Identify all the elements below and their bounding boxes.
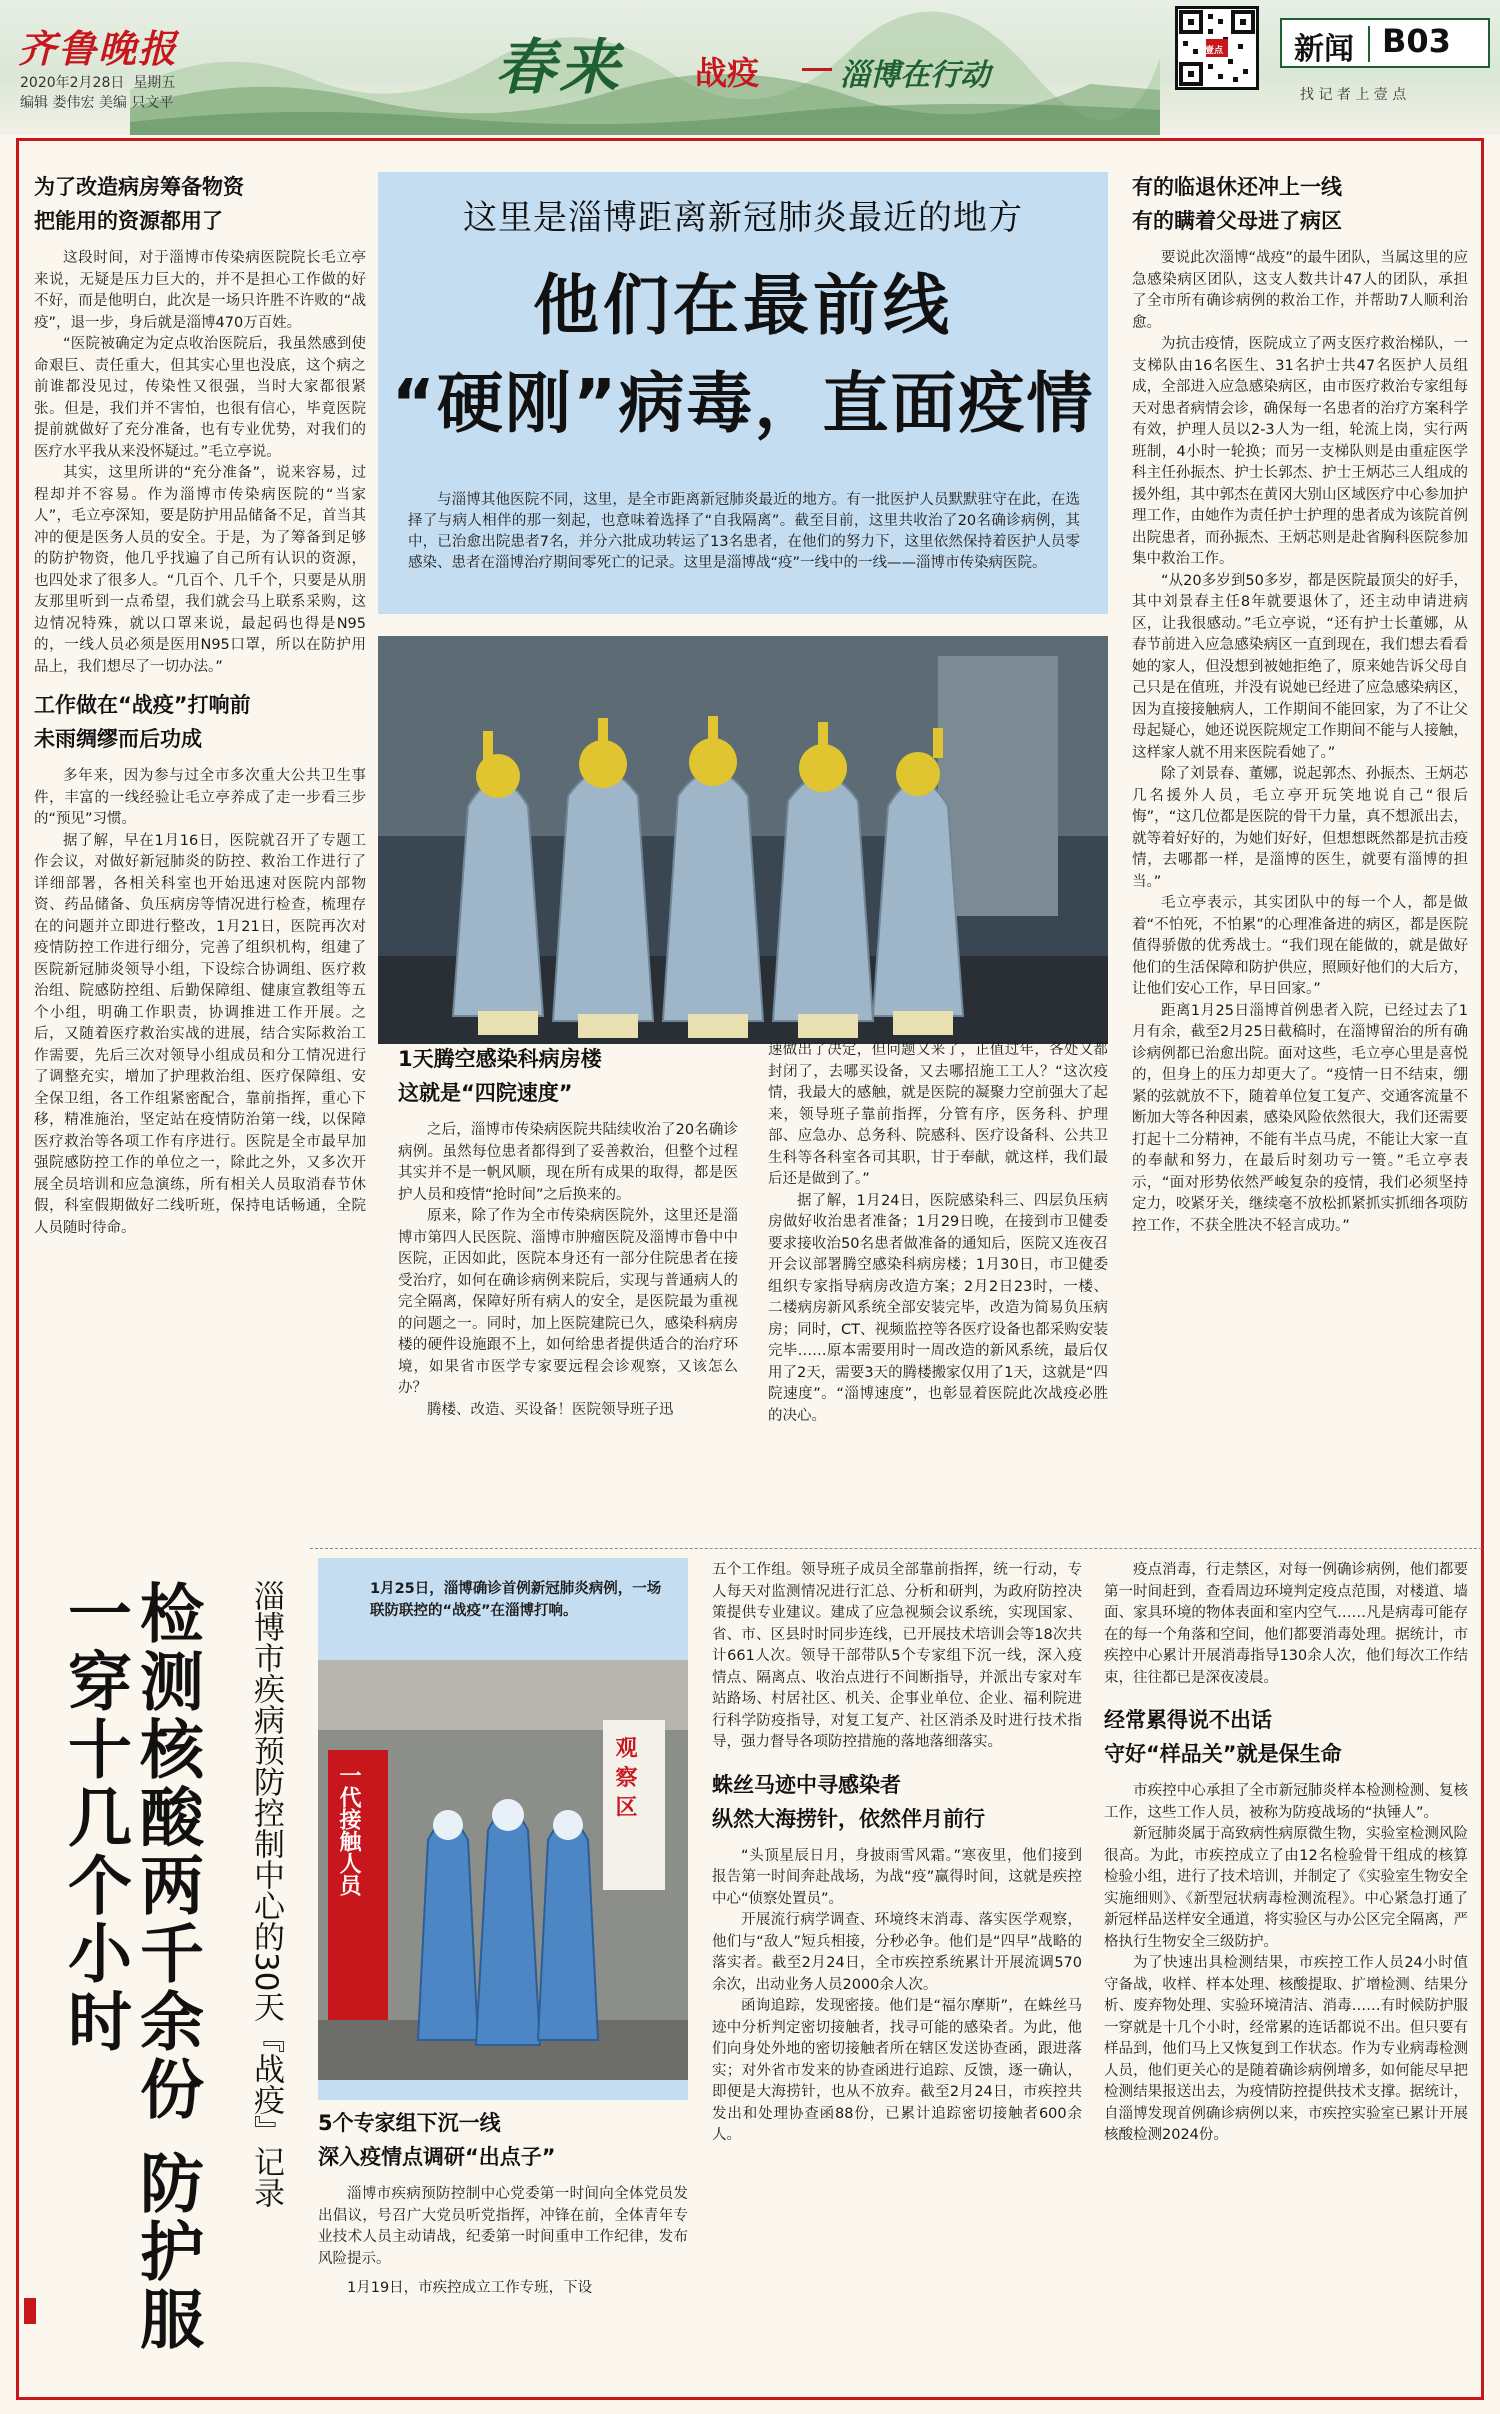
col4-p2: 为抗击疫情，医院成立了两支医疗救治梯队，一支梯队由16名医生、31名护士共47名医护人员组成，全部进入应急感染病区，由市医疗救治专家组每天对患者病情会诊，确保每一名患者的治疗方案科学有效，护理人员以2-3人为一组，轮流上岗，实行两班制，4小时一轮换；而另一支梯队则是由重症医学科主任孙振杰、护士长郭杰、护士王炳芯三人组成的援外组，其中郭杰在黄冈大别山区域医疗中心参加护理工作，由她作为责任护士护理的患者成为该院首例出院患者，而孙振杰、王炳芯则是赴省胸科医院参加集中救治工作。 bbox=[1132, 336, 1468, 567]
col1-p2: “医院被确定为定点收治医院后，我虽然感到使命艰巨、责任重大，但其实心里也没底，这个病之前谁都没见过，传染性又很强，当时大家都很紧张。但是，我们并不害怕，也很有信心，毕竟医院提前就做好了充分准备，也有专业优势，对我们的医疗水平我从来没怀疑过。”毛立亭说。 bbox=[34, 336, 366, 460]
issue-date: 2020年2月28日 bbox=[20, 75, 125, 91]
col4 bbox=[1132, 170, 1468, 1534]
qr-logo-label: 壹点 bbox=[1205, 46, 1224, 56]
art2-heading-3a: 经常累得说不出话 bbox=[1104, 1708, 1272, 1732]
editors-line: 编辑 娄伟宏 美编 只文平 bbox=[20, 95, 174, 111]
col1-heading-2: 把能用的资源都用了 bbox=[34, 209, 223, 233]
art2-col2 bbox=[318, 2106, 688, 2392]
col3-p2: 据了解，1月24日，医院感染科三、四层负压病房做好收治患者准备；1月29日晚，在接到市卫健委要求接收治50名患者做准备的通知后，医院又连夜召开会议部署腾空感染科病房楼；1月30日，市卫健委组织专家指导病房改造方案；2月2日23时，一楼、二楼病房新风系统全部安装完毕，改造为简易负压病房；同时，CT、视频监控等各医疗设备也都采购安装完毕……原本需要用时一周改造的新风系统，最后仅用了2天，需要3天的腾楼搬家仅用了1天，这就是“四院速度”。“淄博速度”，也彰显着医院此次战疫必胜的决心。 bbox=[768, 1192, 1108, 1424]
art2-heading-2b: 纵然大海捞针，依然伴月前行 bbox=[712, 1806, 985, 1831]
art2-p3: 五个工作组。领导班子成员全部靠前指挥，统一行动，专人每天对监测情况进行汇总、分析和研判，为政府防控决策提供专业建议。建成了应急视频会议系统，实现国家、省、市、区县时时同步连线，已开展技术培训会等18次共计661人次。领导干部带队5个专家组下沉一线，深入疫情点、隔离点、收治点进行不间断指导，并派出专家对车站路场、村居社区、机关、企事业单位、企业、福利院进行科学防疫指导，对复工复产、社区消杀及时进行技术指导，强力督导各项防控措施的落地落细落实。 bbox=[712, 1562, 1082, 1750]
page-number: B03 bbox=[1382, 22, 1451, 60]
art2-p10: 为了快速出具检测结果，市疾控工作人员24小时值守备战，收样、样本处理、核酸提取、扩增检测、结果分析、废弃物处理、实验环境清洁、消毒……有时候防护服一穿就是十几个小时，经常累的连话都说不出。但只要有样品到，他们马上又恢复到工作状态。作为专业病毒检测人员，他们更关心的是随着确诊病例增多，如何能尽早把检测结果报送出去，为疫情防控提供技术支撑。据统计，自淄博发现首例确诊病例以来，市疾控实验室已累计开展核酸检测2024份。 bbox=[1104, 1955, 1468, 2143]
art2-p1: 淄博市疾病预防控制中心党委第一时间向全体党员发出倡议，号召广大党员听党指挥，冲锋在前，全体青年专业技术人员主动请战，纪委第一时间重申工作纪律，发布风险提示。 bbox=[318, 2186, 688, 2267]
headline-2: “硬刚”病毒，直面疫情 bbox=[391, 365, 1095, 442]
col1-p3: 其实，这里所讲的“充分准备”，说来容易，过程却并不容易。作为淄博市传染病医院的“当家人”，毛立亭深知，要是防护用品储备不足，首当其冲的便是医务人员的安全。于是，为了筹备到足够的防护物资，他几乎找遍了自己所有认识的资源，也四处求了很多人。“几百个、几千个，只要是从朋友那里听到一点希望，我们就会马上联系采购，这边情况特殊，就以口罩来说，最起码也得是N95的，一线人员必须是医用N95口罩，所以在防护用品上，我们想尽了一切办法。” bbox=[34, 465, 366, 675]
col4-p6: 距离1月25日淄博首例患者入院，已经过去了1月有余，截至2月25日截稿时，在淄博留治的所有确诊病例都已治愈出院。面对这些，毛立亭心里是喜悦的，但身上的压力却更大了。“疫情一日不结束，绷紧的弦就放不下，随着单位复工复产、交通客流量不断加大等各种因素，感染风险依然很大，我们还需要打起十二分精神，不能有半点马虎，不能让大家一直的奉献和努力，在最后时刻功亏一篑。”毛立亭表示，“面对形势依然严峻复杂的疫情，我们必须坚持定力，咬紧牙关，继续毫不放松抓紧抓实抓细各项防控工作，不获全胜决不轻言成功。” bbox=[1132, 1002, 1468, 1234]
col3 bbox=[768, 1040, 1108, 1534]
art2-col4 bbox=[1104, 1560, 1468, 2392]
col1-p4: 多年来，因为参与过全市多次重大公共卫生事件，丰富的一线经验让毛立亭养成了走一步看三步的“预见”习惯。 bbox=[34, 768, 366, 827]
col2-p2: 原来，除了作为全市传染病医院外，这里还是淄博市第四人民医院、淄博市肿瘤医院及淄博市鲁中中医院，正因如此，医院本身还有一部分住院患者在接受治疗，如何在确诊病例来院后，实现与普通病人的完全隔离，保障好所有病人的安全，是医院最为重视的问题之一。同时，加上医院建院已久，感染科病房楼的硬件设施跟不上，如何给患者提供适合的治疗环境，如果省市医学专家要远程会诊观察，又该怎么办？ bbox=[398, 1208, 738, 1396]
col1-p1: 这段时间，对于淄博市传染病医院院长毛立亭来说，无疑是压力巨大的，并不是担心工作做的好不好，而是他明白，此次是一场只许胜不许败的“战疫”，退一步，身后就是淄博470万百姓。 bbox=[34, 250, 366, 331]
lead-paragraph: 与淄博其他医院不同，这里，是全市距离新冠肺炎最近的地方。有一批医护人员默默驻守在此，在选择了与病人相伴的那一刻起，也意味着选择了“自我隔离”。截至目前，这里共收治了20名确诊病例，其中，已治愈出院患者7名，并分六批成功转运了13名患者，在他们的努力下，这里依然保持着医护人员零感染、患者在淄博治疗期间零死亡的记录。这里是淄博战“疫”一线中的一线——淄博市传染病医院。 bbox=[408, 492, 1080, 571]
masthead bbox=[0, 0, 1500, 135]
art2-p2: 1月19日，市疾控成立工作专班，下设 bbox=[347, 2280, 593, 2296]
col1 bbox=[34, 170, 366, 1534]
col4-p3: “从20多岁到50多岁，都是医院最顶尖的好手，其中刘景春主任8年就要退休了，还主动申请进病区，让我很感动。”毛立亭说，“还有护士长董娜，从春节前进入应急感染病区一直到现在，我们想去看看她的家人，但没想到被她拒绝了，原来她告诉父母自己只是在值班，并没有说她已经进了应急感染病区，因为直接接触病人，工作期间不能回家，为了不让父母起疑心，她还说医院规定工作期间不能与人接触，这样家人就不用来医院看她了。” bbox=[1132, 572, 1468, 761]
section-name: 新闻 bbox=[1294, 32, 1354, 67]
art2-vertical-headline: 检测核酸两千余份 防护服一穿十几个小时 bbox=[57, 1580, 203, 2355]
col1-heading-1: 为了改造病房筹备物资 bbox=[34, 175, 244, 199]
art2-col3 bbox=[712, 1560, 1082, 2392]
photo2-sign-1: 观 察 区 bbox=[612, 1736, 637, 1818]
art2-p7: 疫点消毒，行走禁区，对每一例确诊病例，他们都要第一时间赶到，查看周边环境判定疫点范围，对楼道、墙面、家具环境的物体表面和室内空气……凡是病毒可能存在的每一个角落和空间，他们都要消毒处理。据统计，市疾控中心累计开展消毒指导130余人次，他们每次工作结束，往往都已是深夜凌晨。 bbox=[1104, 1562, 1468, 1686]
col4-heading-1: 有的临退休还冲上一线 bbox=[1132, 175, 1342, 199]
col2-p3: 腾楼、改造、买设备！医院领导班子迅 bbox=[427, 1401, 674, 1418]
col2 bbox=[398, 1040, 738, 1534]
photo2-sign-2: 一代接触人员 bbox=[336, 1764, 361, 1896]
photo2-caption: 1月25日，淄博确诊首例新冠肺炎病例，一场联防联控的“战疫”在淄博打响。 bbox=[370, 1581, 662, 1619]
issue-weekday: 星期五 bbox=[133, 75, 176, 91]
reporter-line: 找 记 者 上 壹 点 bbox=[1300, 87, 1407, 103]
medical-staff-photo bbox=[378, 636, 1108, 1044]
col1-p5: 据了解，早在1月16日，医院就召开了专题工作会议，对做好新冠肺炎的防控、救治工作进行了详细部署，各相关科室也开始迅速对医院内部物资、药品储备、负压病房等情况进行检查，梳理存在的问题并立即进行整改，1月21日，医院再次对疫情防控工作进行细分，完善了组织机构，组建了医院新冠肺炎领导小组，下设综合协调组、医疗救治组、院感防控组、后勤保障组、健康宣教组等五个小组，明确工作职责，协调推进工作开展。之后，又随着医疗救治实战的进展，结合实际救治工作需要，先后三次对领导小组成员和分工情况进行了调整充实，增加了护理救治组、医疗保障组、安全保卫组，各工作组紧密配合，靠前指挥，重心下移，精准施治，坚定站在疫情防治第一线，以保障医疗救治等各项工作有序进行。医院是全市最早加强院感防控工作的单位之一，除此之外，又多次开展全员培训和应急演练，所有相关人员取消春节休假，科室假期做好二线听班，保持电话畅通，全院人员随时待命。 bbox=[34, 832, 366, 1236]
art2-p8: 市疾控中心承担了全市新冠肺炎样本检测检测、复核工作，这些工作人员，被称为防疫战场的“执锤人”。 bbox=[1104, 1783, 1468, 1821]
art2-p4: “头顶星辰日月，身披雨雪风霜。”寒夜里，他们接到报告第一时间奔赴战场，为战“疫”赢得时间，这就是疾控中心“侦察处置员”。 bbox=[712, 1847, 1082, 1907]
art2-p5: 开展流行病学调查、环境终末消毒、落实医学观察，他们与“敌人”短兵相接，分秒必争。他们是“四早”战略的落实者。截至2月24日，全市疾控系统累计开展流调570余次，出动业务人员2000余人次。 bbox=[712, 1912, 1082, 1993]
paper-name: 齐鲁晚报 bbox=[18, 26, 179, 71]
observation-area-photo bbox=[318, 1660, 688, 2080]
section-divider bbox=[1368, 26, 1370, 62]
col4-p5: 毛立亭表示，其实团队中的每一个人，都是做着“不怕死，不怕累”的心理准备进的病区，都是医院值得骄傲的优秀战士。“我们现在能做的，就是做好他们的生活保障和防护供应，照顾好他们的大后方，让他们安心工作，早日回家。” bbox=[1132, 895, 1468, 997]
art2-vertical-subtitle: 淄博市疾病预防控制中心的30天『战疫』记录 bbox=[248, 1580, 284, 2209]
article-divider bbox=[310, 1548, 1482, 1549]
art2-heading-1a: 5个专家组下沉一线 bbox=[318, 2111, 501, 2135]
col4-heading-2: 有的瞒着父母进了病区 bbox=[1132, 209, 1342, 233]
art2-heading-3b: 守好“样品关”就是保生命 bbox=[1104, 1742, 1342, 1766]
banner-sub-2: 淄博在行动 bbox=[840, 58, 990, 93]
art2-p6: 函询追踪，发现密接。他们是“福尔摩斯”，在蛛丝马迹中分析判定密切接触者，找寻可能的感染者。为此，他们向身处外地的密切接触者所在辖区发送协查函，跟进落实；对外省市发来的协查函进行追踪、反馈，逐一确认，即便是大海捞针，也从不放弃。截至2月24日，市疾控共发出和处理协查函88份，已累计追踪密切接触者600余人。 bbox=[712, 1998, 1082, 2143]
col2-p1: 之后，淄博市传染病医院共陆续收治了20名确诊病例。虽然每位患者都得到了妥善救治，但整个过程其实并不是一帆风顺，现在所有成果的取得，都是医护人员和疫情“抢时间”之后换来的。 bbox=[398, 1122, 738, 1203]
kicker: 这里是淄博距离新冠肺炎最近的地方 bbox=[463, 198, 1023, 238]
col1-heading-4: 未雨绸缪而后功成 bbox=[34, 727, 202, 751]
art2-heading-2a: 蛛丝马迹中寻感染者 bbox=[712, 1772, 901, 1797]
red-marker bbox=[24, 2298, 36, 2324]
col4-p1: 要说此次淄博“战疫”的最牛团队，当属这里的应急感染病区团队，这支人数共计47人的团队，承担了全市所有确诊病例的救治工作，并帮助7人顺利治愈。 bbox=[1132, 250, 1468, 331]
headline-1: 他们在最前线 bbox=[533, 267, 953, 344]
col2-heading-2: 这就是“四院速度” bbox=[398, 1081, 573, 1105]
banner-main: 春来 bbox=[495, 33, 623, 103]
banner-sub-1: 战疫 bbox=[695, 54, 760, 92]
col4-p4: 除了刘景春、董娜，说起郭杰、孙振杰、王炳芯几名援外人员，毛立亭开玩笑地说自己“很后悔”，“这几位都是医院的骨干力量，真不想派出去，就等着好好的，为她们好好，但想想既然都是抗击疫情，去哪都一样，是淄博的医生，就要有淄博的担当。” bbox=[1132, 766, 1468, 890]
art2-p9: 新冠肺炎属于高致病性病原微生物，实验室检测风险很高。为此，市疾控成立了由12名检验骨干组成的核算检验小组，进行了技术培训，并制定了《实验室生物安全实施细则》、《新型冠状病毒检测流程》。中心紧急打通了新冠样品送样安全通道，将实验区与办公区完全隔离，严格执行生物安全三级防护。 bbox=[1104, 1826, 1468, 1950]
col2-heading-1: 1天腾空感染科病房楼 bbox=[398, 1047, 602, 1071]
col1-heading-3: 工作做在“战疫”打响前 bbox=[34, 693, 251, 717]
art2-heading-1b: 深入疫情点调研“出点子” bbox=[318, 2145, 556, 2169]
banner-dash bbox=[802, 68, 832, 71]
col3-p1: 速做出了决定，但问题又来了，正值过年，各处又都封闭了，去哪买设备，又去哪招施工工人？“这次疫情，我最大的感触，就是医院的凝聚力空前强大了起来，领导班子靠前指挥，分管有序，医务科、护理部、应急办、总务科、院感科、医疗设备科、公共卫生科等各科室各司其职，甘于奉献，就这样，我们最后还是做到了。” bbox=[768, 1042, 1108, 1187]
mountain-landscape-banner bbox=[130, 0, 1160, 135]
